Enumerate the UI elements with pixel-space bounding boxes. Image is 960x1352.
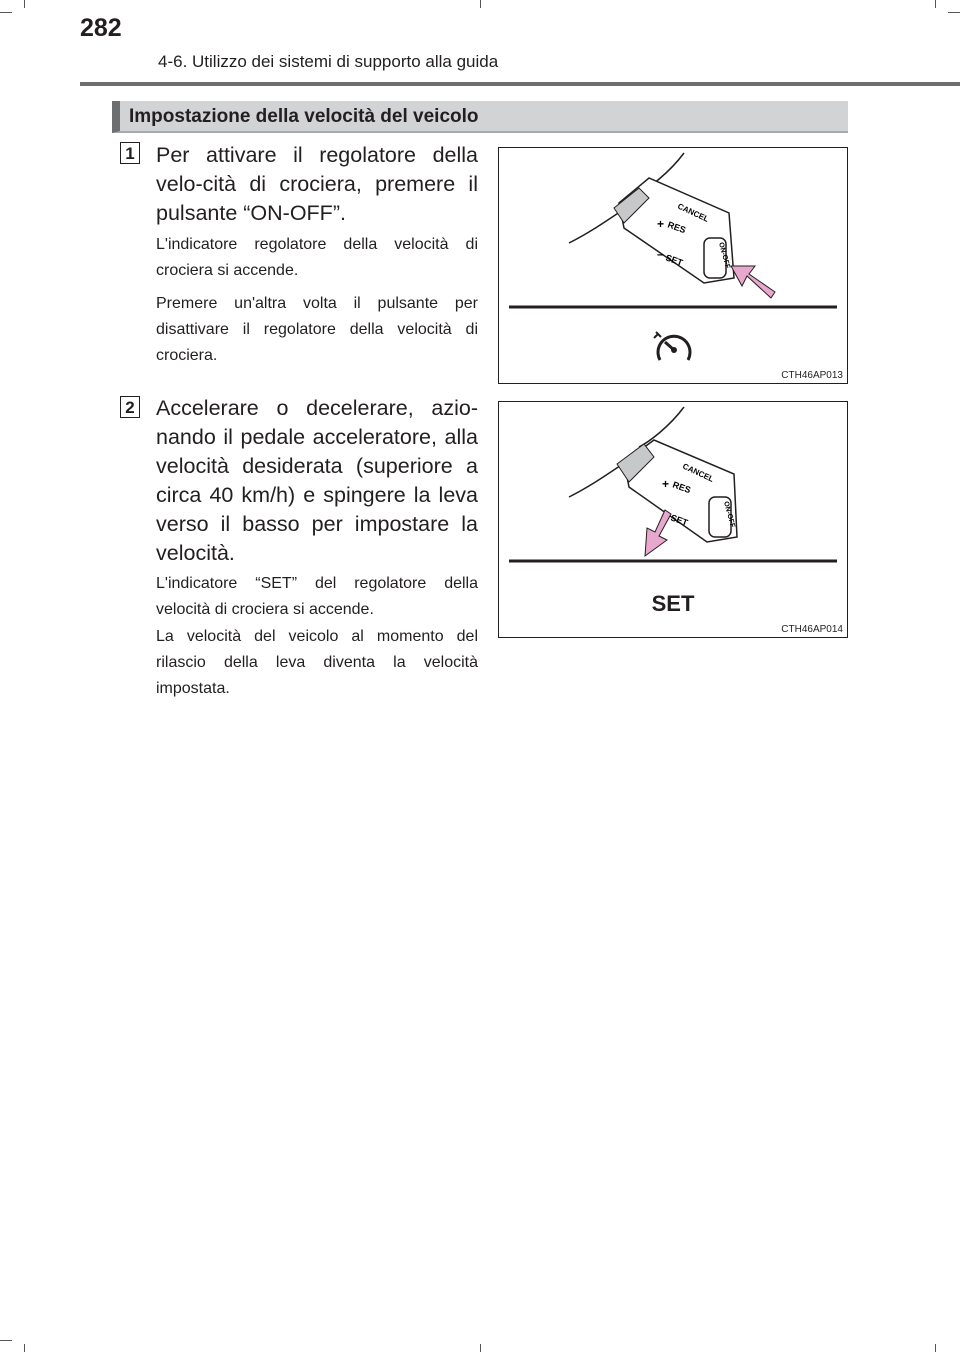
lever-label-cancel: CANCEL [676, 201, 711, 224]
lever-label-on-off: ON-OFF [717, 241, 731, 270]
crop-mark [0, 12, 12, 13]
lever-label-cancel: CANCEL [681, 461, 716, 484]
lever-label-res: RES [671, 479, 693, 496]
crop-mark [24, 1344, 25, 1352]
crop-mark [935, 1344, 936, 1352]
step-2-note-2: La velocità del veicolo al momento del rilascio della leva diventa la velocità impostata. [156, 628, 478, 697]
header-rule [80, 82, 960, 86]
crop-mark [24, 0, 25, 8]
step-2-text: Accelerare o decelerare, azio-nando il pedale acceleratore, alla velocità desiderata (superiore a circa 40 km/h) e spingere la leva verso il basso per impostare la velocità. [156, 396, 478, 565]
crop-mark [948, 12, 960, 13]
figure-code: CTH46AP013 [781, 370, 843, 381]
figure-step-1 [498, 147, 848, 384]
page-number: 282 [80, 14, 122, 42]
figure-step-2 [498, 401, 848, 638]
section-title: Impostazione della velocità del veicolo [129, 106, 479, 127]
figure-code: CTH46AP014 [781, 624, 843, 635]
lever-label-on-off: ON-OFF [722, 500, 736, 529]
lever-label-plus: + [657, 217, 665, 231]
lever-label-set: SET [669, 512, 690, 528]
crop-mark [480, 0, 481, 8]
chapter-title: 4-6. Utilizzo dei sistemi di supporto alla guida [158, 52, 499, 71]
section-heading [112, 101, 848, 133]
crop-mark [935, 0, 936, 8]
step-number-1: 1 [120, 142, 140, 164]
lever-label-res: RES [666, 219, 688, 236]
lever-label-plus: + [662, 477, 670, 491]
cruise-lever-illustration [499, 148, 849, 385]
push-down-arrow-icon [645, 510, 671, 556]
crop-mark [480, 1344, 481, 1352]
step-1-text: Per attivare il regolatore della velo-cità di crociera, premere il pulsante “ON-OFF”. [156, 143, 478, 225]
step-1-note-1: L'indicatore regolatore della velocità di crociera si accende. [156, 236, 478, 279]
step-1-note-2: Premere un'altra volta il pulsante per disattivare il regolatore della velocità di crociera. [156, 295, 478, 364]
set-indicator-label: SET [651, 591, 695, 616]
lever-label-set: SET [664, 252, 685, 268]
step-number-2: 2 [120, 396, 140, 418]
step-2-note-1: L'indicatore “SET” del regolatore della velocità di crociera si accende. [156, 575, 478, 618]
lever-label-minus: – [657, 247, 664, 261]
cruise-control-icon [654, 332, 690, 360]
crop-mark [0, 1340, 12, 1341]
press-arrow-icon [731, 266, 775, 298]
